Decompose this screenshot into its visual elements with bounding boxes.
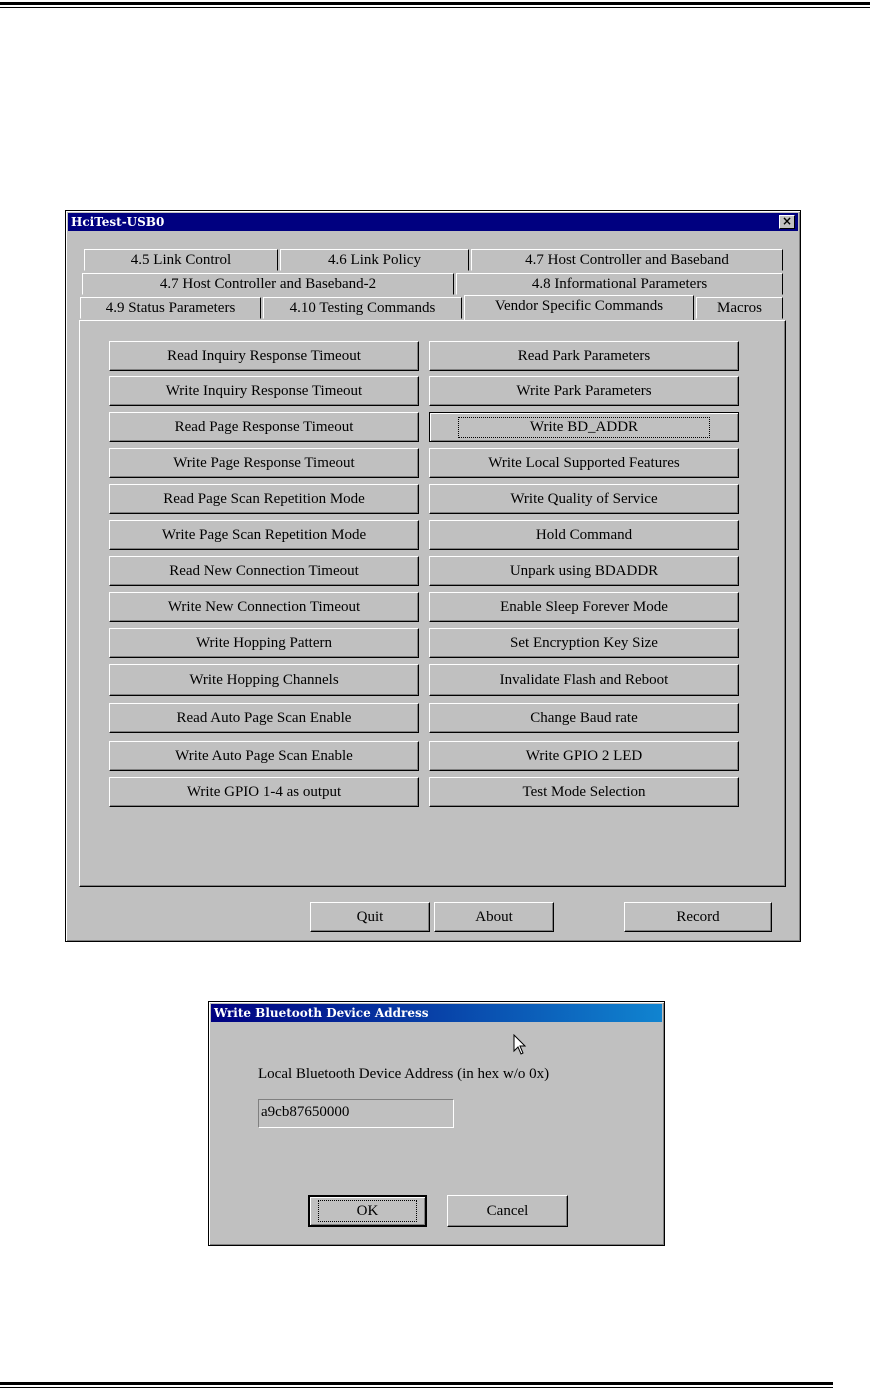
- record-button[interactable]: Record: [624, 902, 772, 932]
- command-label: Test Mode Selection: [522, 783, 646, 800]
- enable-sleep-forever-mode-button[interactable]: [429, 592, 739, 622]
- address-label: Local Bluetooth Device Address (in hex w/o 0x): [258, 1066, 550, 1082]
- invalidate-flash-and-reboot-button[interactable]: [429, 664, 739, 696]
- write-new-connection-timeout-button[interactable]: [109, 592, 419, 622]
- mouse-pointer-icon: [513, 1034, 527, 1056]
- tab-status-parameters[interactable]: 4.9 Status Parameters: [80, 297, 261, 319]
- command-label: Enable Sleep Forever Mode: [500, 598, 668, 615]
- command-label: Write New Connection Timeout: [167, 598, 361, 615]
- command-label: Read Auto Page Scan Enable: [176, 709, 352, 726]
- command-label: Write Inquiry Response Timeout: [165, 382, 363, 399]
- write-bd-addr-button[interactable]: [429, 412, 739, 442]
- command-label: Read Inquiry Response Timeout: [167, 347, 361, 364]
- top-rule: [0, 2, 870, 5]
- ok-label: OK: [321, 1203, 415, 1219]
- write-local-supported-features-button[interactable]: [429, 448, 739, 478]
- cancel-button[interactable]: Cancel: [447, 1195, 568, 1227]
- command-label: Set Encryption Key Size: [510, 634, 658, 651]
- command-label: Write Hopping Pattern: [195, 634, 333, 651]
- read-auto-page-scan-enable-button[interactable]: [109, 703, 419, 733]
- command-label: Write Local Supported Features: [488, 454, 680, 471]
- tab-testing-commands[interactable]: 4.10 Testing Commands: [263, 297, 462, 319]
- read-page-scan-repetition-mode-button[interactable]: [109, 484, 419, 514]
- top-rule-thin: [0, 7, 870, 8]
- write-gpio-2-led-button[interactable]: [429, 741, 739, 771]
- write-page-scan-repetition-mode-button[interactable]: [109, 520, 419, 550]
- command-label: Hold Command: [535, 526, 633, 543]
- close-icon[interactable]: ×: [779, 215, 795, 229]
- dialog-title: Write Bluetooth Device Address: [214, 1006, 429, 1020]
- bottom-rule-thin: [0, 1387, 833, 1388]
- command-label: Write GPIO 1-4 as output: [186, 783, 342, 800]
- command-label: Write Hopping Channels: [189, 671, 339, 688]
- tab-host-controller-baseband-2[interactable]: 4.7 Host Controller and Baseband-2: [82, 273, 454, 295]
- dialog-titlebar: [211, 1004, 662, 1022]
- hold-command-button[interactable]: [429, 520, 739, 550]
- command-label: Read Page Response Timeout: [174, 418, 354, 435]
- command-label: Write Auto Page Scan Enable: [175, 747, 353, 764]
- read-new-connection-timeout-button[interactable]: [109, 556, 419, 586]
- write-auto-page-scan-enable-button[interactable]: [109, 741, 419, 771]
- main-titlebar: [68, 213, 798, 231]
- read-inquiry-response-timeout-button[interactable]: [109, 341, 419, 371]
- command-label: Read New Connection Timeout: [169, 562, 359, 579]
- command-label: Write Park Parameters: [516, 382, 652, 399]
- address-input[interactable]: a9cb87650000: [258, 1099, 454, 1128]
- quit-button[interactable]: Quit: [310, 902, 430, 932]
- tab-vendor-specific-commands[interactable]: Vendor Specific Commands: [464, 295, 694, 320]
- change-baud-rate-button[interactable]: [429, 703, 739, 733]
- write-hopping-pattern-button[interactable]: [109, 628, 419, 658]
- unpark-using-bdaddr-button[interactable]: [429, 556, 739, 586]
- command-label: Invalidate Flash and Reboot: [499, 671, 669, 688]
- command-label: Write GPIO 2 LED: [525, 747, 643, 764]
- command-label: Write BD_ADDR: [460, 419, 708, 436]
- command-label: Read Page Scan Repetition Mode: [163, 490, 365, 507]
- tab-link-control[interactable]: 4.5 Link Control: [84, 249, 278, 271]
- command-label: Write Page Response Timeout: [173, 454, 355, 471]
- about-button[interactable]: About: [434, 902, 554, 932]
- command-label: Write Page Scan Repetition Mode: [161, 526, 367, 543]
- tab-link-policy[interactable]: 4.6 Link Policy: [280, 249, 469, 271]
- read-page-response-timeout-button[interactable]: [109, 412, 419, 442]
- tab-host-controller-baseband[interactable]: 4.7 Host Controller and Baseband: [471, 249, 783, 271]
- write-page-response-timeout-button[interactable]: [109, 448, 419, 478]
- write-hopping-channels-button[interactable]: [109, 664, 419, 696]
- tab-macros[interactable]: Macros: [696, 297, 783, 319]
- window-title: HciTest-USB0: [71, 215, 165, 229]
- bottom-rule: [0, 1382, 833, 1385]
- write-inquiry-response-timeout-button[interactable]: [109, 376, 419, 406]
- command-label: Change Baud rate: [530, 709, 638, 726]
- write-park-parameters-button[interactable]: [429, 376, 739, 406]
- write-gpio-1-4-as-output-button[interactable]: [109, 777, 419, 807]
- write-quality-of-service-button[interactable]: [429, 484, 739, 514]
- read-park-parameters-button[interactable]: [429, 341, 739, 371]
- command-label: Unpark using BDADDR: [509, 562, 659, 579]
- set-encryption-key-size-button[interactable]: [429, 628, 739, 658]
- command-label: Read Park Parameters: [517, 347, 651, 364]
- command-label: Write Quality of Service: [510, 490, 658, 507]
- tab-informational-parameters[interactable]: 4.8 Informational Parameters: [456, 273, 783, 295]
- ok-button[interactable]: [308, 1195, 427, 1227]
- test-mode-selection-button[interactable]: [429, 777, 739, 807]
